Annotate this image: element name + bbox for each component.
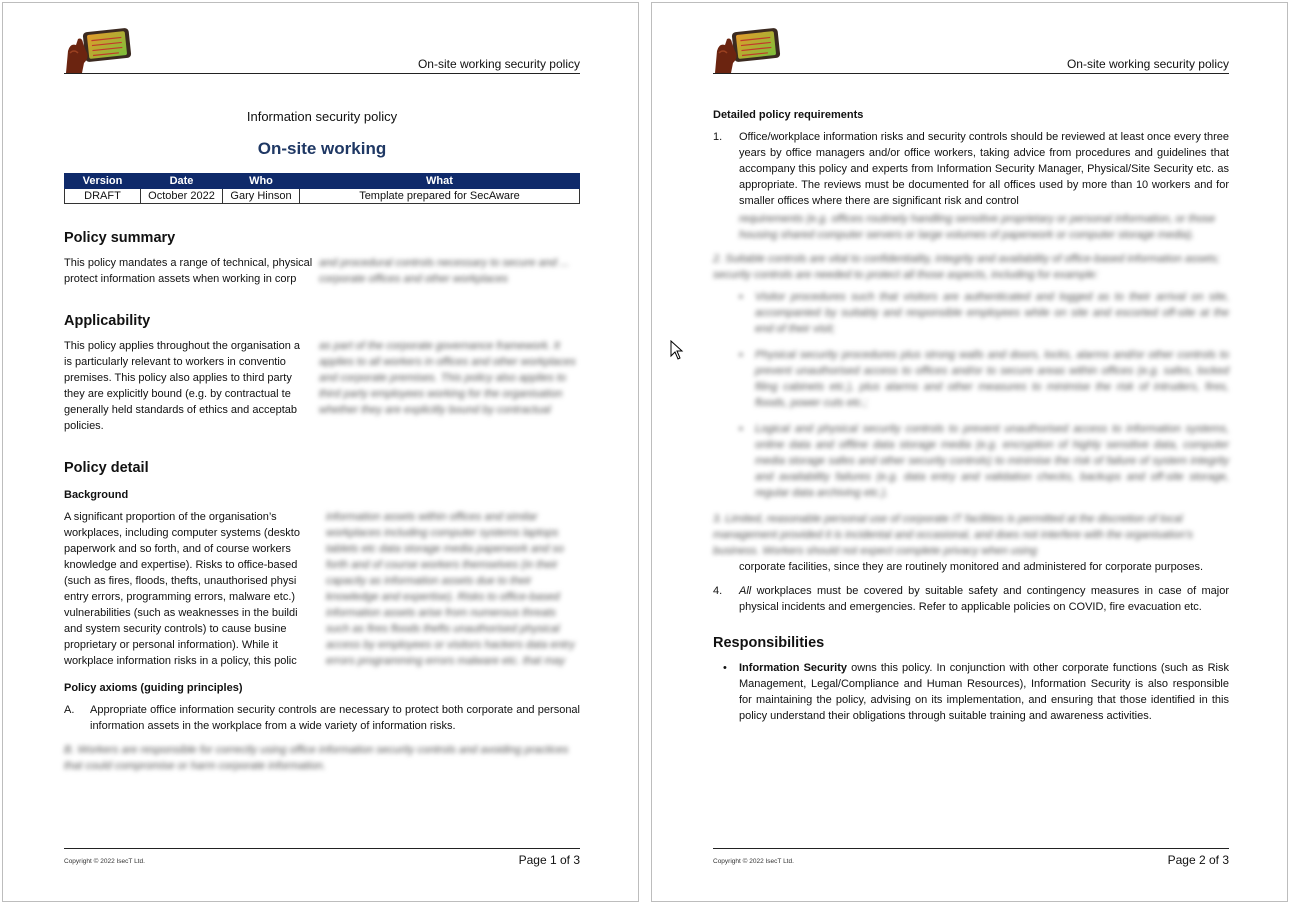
document-title: On-site working — [257, 139, 387, 158]
axiom-item — [64, 702, 580, 734]
redacted-text: Logical and physical security controls to prevent unauthorised access to information systems, online data and offline data storage media (e.g. encryption of highly sensitive data, computer media storage safes and other security controls) to minimise the risk of failure of system integrity and availability failures (e.g. data entry and validation checks, backups and off-site storage, regular data archiving etc.). — [755, 423, 1229, 499]
redacted-text: information assets within offices and similar workplaces including computer systems laptops tablets etc data storage media paperwork and so forth and of course workers themselves (in their capacity as information assets due to their knowledge and expertise). Risks to office-based information assets arise from numerous threats such as fires floods thefts unauthorised physical access by employees or visitors hackers data entry errors programming errors malware etc. that may — [326, 511, 575, 667]
redacted-text: and procedural controls necessary to secure and ... corporate offices and other workplaces — [319, 257, 570, 285]
table-header: Version — [65, 174, 141, 189]
redacted-text: Physical security procedures plus strong walls and doors, locks, alarms and/or other controls to prevent unauthorised access to offices and/or to secure areas within offices (e.g. safes, locked filing cabinets etc.), plus alarms and other measures to minimise the risk of intruders, fires, floods, power cuts etc.; — [755, 349, 1229, 409]
section-heading: Applicability — [64, 313, 151, 329]
table-cell: Gary Hinson — [223, 189, 300, 204]
redacted-text: 2. Suitable controls are vital to confidentiality, integrity and availability of office-based information assets; security controls are needed to protect all those aspects, including for example: — [713, 253, 1220, 281]
redacted-subitem: ▪ Visitor procedures such that visitors are authenticated and logged as to their arrival on site, accompanied by suitably and responsible employees while on site and escorted off-site at the end of their visit; — [739, 291, 1229, 335]
responsibility-body: owns this policy. In conjunction with other corporate functions (such as Risk Management, Legal/Compliance and Human Resources), Information Security is also responsible for maintaining the policy, advising on its implementation, and ensuring that those identified in this policy understand their obligations through suitable training and awareness activities. — [739, 662, 1229, 722]
redacted-text: Visitor procedures such that visitors are authenticated and logged as to their arrival on site, accompanied by suitably and responsible employees while on site and escorted off-site at the end of their visit; — [755, 291, 1229, 335]
section-heading: Policy summary — [64, 230, 176, 246]
header-title: On-site working security policy — [417, 57, 580, 71]
item-number: 4. — [713, 585, 723, 597]
text-line: (such as fires, floods, thefts, unauthorised physi — [64, 575, 297, 587]
page-footer — [713, 848, 1229, 870]
document-page-2 — [651, 2, 1288, 902]
document-page-1 — [2, 2, 639, 902]
responsibility-text — [739, 660, 1229, 724]
bullet-icon: • — [723, 662, 727, 674]
background-text — [64, 509, 326, 669]
table-cell: Template prepared for SecAware — [300, 189, 580, 204]
text-line: proprietary or personal information). While it — [64, 639, 278, 651]
requirement-item — [713, 583, 1229, 615]
table-header: What — [300, 174, 580, 189]
item-text — [739, 583, 1229, 615]
text-line: generally held standards of ethics and acceptab — [64, 404, 297, 416]
item-text-body: workplaces must be covered by suitable safety and contingency measures in case of major physical incidents and emergencies. Refer to applicable policies on COVID, fire evacuation etc. — [739, 585, 1229, 613]
table-header: Who — [223, 174, 300, 189]
header-title: On-site working security policy — [1066, 57, 1229, 71]
subsection-heading: Policy axioms (guiding principles) — [64, 682, 243, 694]
list-item — [713, 660, 1229, 724]
page-header — [64, 25, 580, 74]
text-line: paperwork and so forth, and of course workers — [64, 543, 291, 555]
axiom-text: Appropriate office information security controls are necessary to protect both corporate and personal information assets in the workplace from a wide variety of information risks. — [90, 704, 580, 732]
requirement-item — [713, 129, 1229, 209]
mouse-cursor-icon — [670, 340, 684, 360]
table-row — [65, 189, 580, 204]
redacted-text: requirements (e.g. offices routinely handling sensitive proprietary or personal information, or those housing shared computer servers or large volumes of paperwork or computer storage media). — [739, 213, 1216, 241]
table-header: Date — [141, 174, 223, 189]
redacted-text: B. Workers are responsible for correctly using office information security controls and avoiding practices that could compromise or harm corporate information. — [64, 744, 569, 772]
axiom-number: A. — [64, 704, 75, 716]
redacted-text: 3. Limited, reasonable personal use of corporate IT facilities is permitted at the discretion of local management provided it is incidental and occasional, and does not interfere with the organisation’s business. Workers should not expect complete privacy when using — [713, 513, 1193, 557]
text-line: This policy applies throughout the organisation a — [64, 340, 301, 352]
copyright-text: Copyright © 2022 IsecT Ltd. — [64, 858, 145, 865]
text-line: workplaces, including computer systems (deskto — [64, 527, 300, 539]
text-line: vulnerabilities (such as weaknesses in the buildi — [64, 607, 298, 619]
page-header — [713, 25, 1229, 74]
text-line: policies. — [64, 420, 104, 432]
item-text: corporate facilities, since they are routinely monitored and administered for corporate purposes. — [739, 561, 1204, 573]
text-line: and system security controls) to cause busine — [64, 623, 287, 635]
applicability-text — [64, 338, 319, 434]
item-number: 1. — [713, 131, 723, 143]
summary-text: This policy mandates a range of technical, physical — [64, 257, 313, 269]
bold-text: Information Security — [739, 662, 847, 674]
company-logo — [64, 27, 134, 75]
text-line: is particularly relevant to workers in conventio — [64, 356, 286, 368]
emphasis-text: All — [739, 585, 752, 597]
text-line: knowledge and expertise). Risks to office-based — [64, 559, 298, 571]
page-footer — [64, 848, 580, 870]
page-number: Page 1 of 3 — [518, 853, 580, 867]
document-subtitle: Information security policy — [246, 109, 398, 124]
item-text: Office/workplace information risks and security controls should be reviewed at least once every three years by office managers and/or office workers, taking advice from procedures and guidelines that accompany this policy and experts from Information Security Manager, Physical/Site Security etc. as appropriate. The reviews must be documented for all offices used by more than 10 workers and for smaller offices where there are significant risk and control — [739, 131, 1229, 207]
table-cell: October 2022 — [141, 189, 223, 204]
section-heading: Policy detail — [64, 460, 149, 476]
text-line: workplace information risks in a policy, this polic — [64, 655, 297, 667]
company-logo — [713, 27, 783, 75]
section-heading: Responsibilities — [713, 635, 825, 651]
text-line: entry errors, programming errors, malware etc.) — [64, 591, 296, 603]
text-line: A significant proportion of the organisation’s — [64, 511, 277, 523]
copyright-text: Copyright © 2022 IsecT Ltd. — [713, 858, 794, 865]
version-table — [64, 173, 580, 204]
subsection-heading: Background — [64, 489, 129, 501]
summary-text: protect information assets when working in corp — [64, 273, 297, 285]
redacted-subitem: ▪ Logical and physical security controls to prevent unauthorised access to information systems, online data and offline data storage media (e.g. encryption of highly sensitive data, computer media storage safes and other security controls) to minimise the risk of failure of system integrity and availability failures (e.g. data entry and validation checks, backups and off-site storage, regular data archiving etc.). — [739, 423, 1229, 499]
redacted-subitem: ▪ Physical security procedures plus strong walls and doors, locks, alarms and/or other controls to prevent unauthorised access to offices and/or to secure areas within offices (e.g. safes, locked filing cabinets etc.), plus alarms and other measures to minimise the risk of intruders, fires, floods, power cuts etc.; — [739, 349, 1229, 409]
redacted-text: as part of the corporate governance framework. It applies to all workers in offices and other workplaces and corporate premises. This policy also applies to third party employees working for the organisation whether they are explicitly bound by contractual — [319, 340, 576, 416]
text-line: they are explicitly bound (e.g. by contractual te — [64, 388, 291, 400]
page-number: Page 2 of 3 — [1167, 853, 1229, 867]
text-line: premises. This policy also applies to third party — [64, 372, 292, 384]
table-cell: DRAFT — [65, 189, 141, 204]
subsection-heading: Detailed policy requirements — [713, 109, 864, 121]
